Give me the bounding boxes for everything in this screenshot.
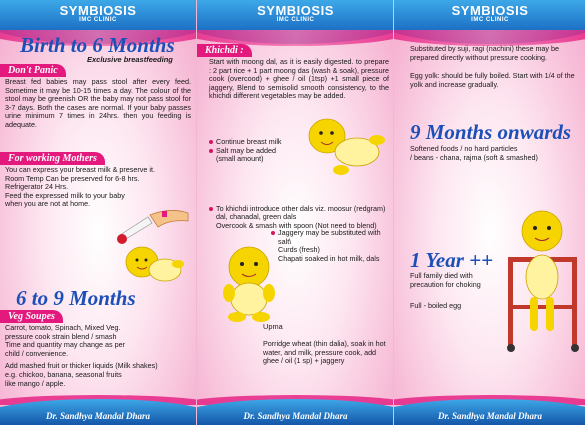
working-line: Refrigerator 24 Hrs. xyxy=(5,182,69,192)
section-title-1-year: 1 Year ++ xyxy=(410,248,494,272)
dont-panic-text: Breast fed babies may pass stool after every feed. Sometime it may be 10-15 times a day. The colour of the stool may be greenish OR the baby may not pass stool for 3-7 days. Both the cases are normal. If your baby passes urine minimum 7 times in 24hrs. then you feeding is adequate. xyxy=(5,77,191,129)
working-line: Feed the expressed milk to your baby xyxy=(5,190,125,200)
working-line: when you are not at home. xyxy=(5,199,91,209)
section-title-6-9: 6 to 9 Months xyxy=(16,286,136,310)
brand-header xyxy=(197,3,394,23)
brand-sub: IMC CLINIC xyxy=(79,17,117,23)
boiled-egg-text: Full - boiled egg xyxy=(410,301,462,310)
panel-birth-to-9-months xyxy=(0,0,196,425)
feeding-bottle-illustration xyxy=(110,205,190,245)
baby-sitting-illustration xyxy=(215,243,283,323)
working-mothers-tag: For working Mothers xyxy=(0,152,105,165)
brand-name: SYMBIOSIS xyxy=(257,3,334,18)
add-line: Add mashed fruit or thicker liquids (Milk shakes) xyxy=(5,361,158,371)
brand-header xyxy=(394,3,585,23)
brand-sub: IMC CLINIC xyxy=(471,17,509,23)
bullet-salt: Salt may be added (small amount) xyxy=(209,147,319,164)
bullet-continue-milk: Continue breast milk xyxy=(209,138,319,147)
khichdi-text: Start with moong dal, as it is easily digested. to prepare : 2 part rice + 1 part moong das (wash & soak), pressure cook (overcood) + ghee / oil (1tsp) +1 small piece of jaggery, Blend to semisolid smooth consistency, to the khichdi different vegetables may be added. xyxy=(209,57,389,101)
footer-author: Dr. Sandhya Mandal Dhara xyxy=(243,411,348,421)
brand-name: SYMBIOSIS xyxy=(59,3,137,18)
veg-line: child / convenience. xyxy=(5,348,69,358)
section-title-birth-6: Birth to 6 Months xyxy=(20,33,175,57)
footer-author: Dr. Sandhya Mandal Dhara xyxy=(437,411,543,421)
working-line: Room Temp Can be preserved for 6-8 hrs. xyxy=(5,173,140,183)
section-title-9-months: 9 Months onwards xyxy=(410,120,572,144)
khichdi-tag: Khichdi : xyxy=(197,44,252,57)
upma-text: Porridge wheat (thin dalia), soak in hot water, and milk, pressure cook, add ghee / oil (1 sp) + jaggery xyxy=(263,339,386,366)
bullet-jaggery-text: Jaggery may be substituted with salt\ Curds (fresh) Chapati soaked in hot milk, dals xyxy=(271,229,391,263)
veg-soupes-text xyxy=(5,324,191,388)
add-line: like mango / apple. xyxy=(5,378,66,388)
bullet-other-dals-text: To khichdi introduce other dals viz. moosur (redgram) dal, chanadal, green dals Overcook & smash with spoon (Not need to blend) xyxy=(209,205,389,231)
brand-sub: IMC CLINIC xyxy=(276,17,315,23)
footer-author: Dr. Sandhya Mandal Dhara xyxy=(45,411,151,421)
family-food-text: Full family died with precaution for choking xyxy=(410,271,481,289)
veg-line: pressure cook strain blend / smash xyxy=(5,331,117,341)
brand-name: SYMBIOSIS xyxy=(451,3,529,18)
suji-ragi-text: Substituted by suji, ragi (nachini) these may be prepared directly without pressure cooking. xyxy=(410,44,560,62)
bullets-group-1 xyxy=(209,138,319,164)
working-line: You can express your breast milk & preserve it. xyxy=(5,165,155,174)
section-subtitle: Exclusive breastfeeding xyxy=(87,55,173,64)
bullet-jaggery xyxy=(271,229,391,263)
baby-lying-illustration xyxy=(120,240,186,288)
softened-foods-text: Softened foods / no hard particles / beans - chana, rajma (soft & smashed) xyxy=(410,144,538,162)
veg-line: Time and quantity may change as per xyxy=(5,340,125,350)
upma-title: Upma xyxy=(263,322,283,331)
egg-yolk-text: Egg yolk: should be fully boiled. Start with 1/4 of the yolk and increase gradually. xyxy=(410,71,575,89)
panel-9-months-onwards xyxy=(393,0,585,425)
panel-khichdi xyxy=(196,0,394,425)
add-line: e.g. chickoo, banana, seasonal fruits xyxy=(5,369,122,379)
veg-soupes-tag: Veg Soupes xyxy=(0,310,63,323)
baby-walker-illustration xyxy=(502,205,584,353)
dont-panic-tag: Don't Panic xyxy=(0,64,66,77)
veg-line: Carrot, tomato, Spinach, Mixed Veg. xyxy=(5,323,121,332)
brand-header xyxy=(0,3,196,23)
working-mothers-text xyxy=(5,166,191,209)
